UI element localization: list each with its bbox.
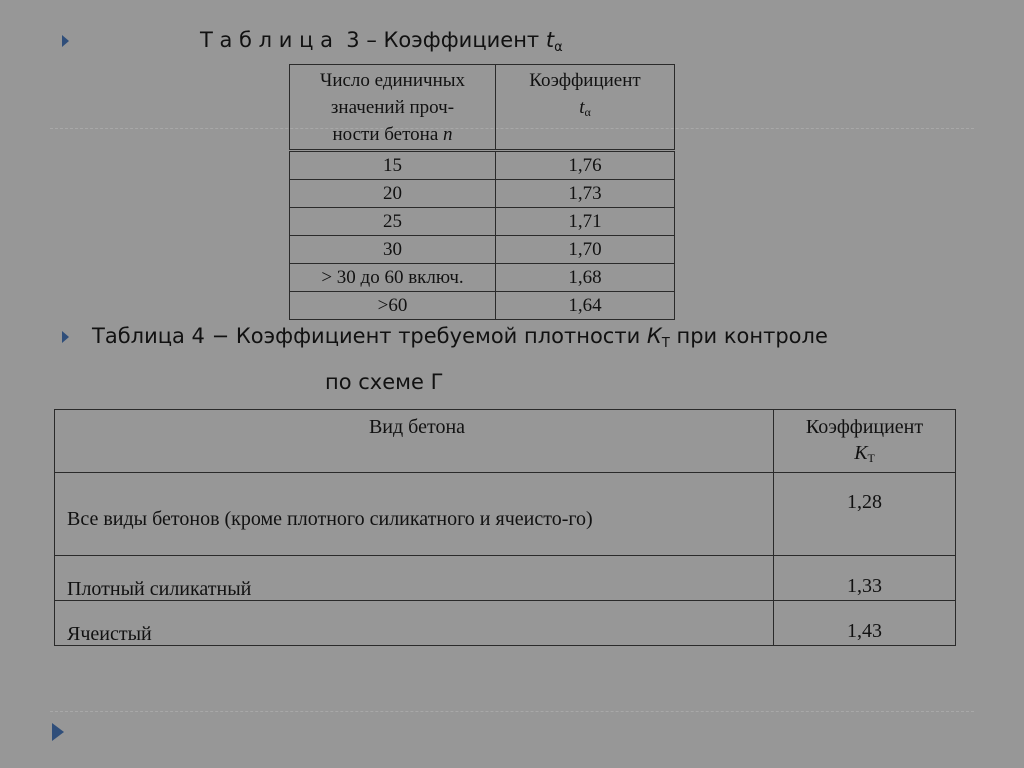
table4-heading-suffix: при контроле: [669, 324, 828, 348]
table3-cell-n: 20: [290, 180, 496, 208]
table4-heading-var: К: [646, 324, 662, 348]
table3-cell-n: 30: [290, 236, 496, 264]
table3-header-n-line2: значений проч-: [330, 97, 455, 118]
table4-cell-kind: Плотный силикатный: [55, 556, 774, 601]
table4-cell-kind: Ячеистый: [55, 601, 774, 646]
table4-header-kind: Вид бетона: [55, 410, 774, 473]
bullet-arrow-icon: [62, 331, 69, 343]
table3-header-row: [290, 65, 675, 151]
table4-header-k-var: К: [854, 442, 868, 464]
table4-header-row: [55, 410, 956, 473]
table3-cell-t: 1,70: [496, 236, 675, 264]
table4-cell-k: 1,33: [774, 556, 956, 601]
table-row: [290, 208, 675, 236]
table-row: [290, 180, 675, 208]
table3-cell-t: 1,68: [496, 264, 675, 292]
next-arrow-icon: [52, 723, 64, 741]
table3-header-t: [496, 65, 675, 151]
table3-cell-t: 1,64: [496, 292, 675, 320]
table3-heading-text: Т а б л и ц а 3 – Коэффициент: [200, 28, 546, 52]
table-row: [290, 292, 675, 320]
table3-heading-var: t: [545, 28, 555, 52]
table4-header-k: [774, 410, 956, 473]
table3: [289, 64, 675, 320]
table3-cell-n: > 30 до 60 включ.: [290, 264, 496, 292]
table3-cell-n: >60: [290, 292, 496, 320]
table3-heading-sub: α: [554, 40, 563, 55]
table-row: [55, 601, 956, 646]
table4-heading: [92, 324, 828, 351]
table-row: [290, 264, 675, 292]
table4-heading-sub: Т: [661, 336, 670, 351]
table4: [54, 409, 956, 646]
table4-header-k-sub: Т: [867, 451, 875, 465]
table-row: [290, 236, 675, 264]
table3-header-n-line3: ности бетона: [332, 124, 444, 145]
table-row: [55, 473, 956, 556]
table3-heading: [200, 28, 563, 55]
table4-heading-text: Таблица 4 − Коэффициент требуемой плотности: [92, 324, 647, 348]
table3-cell-n: 15: [290, 151, 496, 180]
table4-cell-k: 1,43: [774, 601, 956, 646]
table-row: [290, 151, 675, 180]
table3-header-n: [290, 65, 496, 151]
table4-cell-kind: Все виды бетонов (кроме плотного силикатного и ячеисто-го): [55, 473, 774, 556]
table4-heading-line2: по схеме Г: [325, 370, 444, 394]
bullet-arrow-icon: [62, 35, 69, 47]
table4-cell-k: 1,28: [774, 473, 956, 556]
table3-header-n-var: n: [443, 124, 453, 145]
table4-header-k-line: Коэффициент: [805, 416, 924, 438]
table3-header-t-var: t: [579, 97, 585, 118]
table3-header-n-line1: Число единичных: [319, 70, 466, 91]
table3-header-t-sub: α: [584, 105, 591, 119]
table-row: [55, 556, 956, 601]
table3-cell-t: 1,71: [496, 208, 675, 236]
table3-cell-t: 1,76: [496, 151, 675, 180]
table3-cell-t: 1,73: [496, 180, 675, 208]
table3-cell-n: 25: [290, 208, 496, 236]
divider-bottom: [50, 711, 974, 712]
table3-header-t-line: Коэффициент: [529, 70, 641, 91]
